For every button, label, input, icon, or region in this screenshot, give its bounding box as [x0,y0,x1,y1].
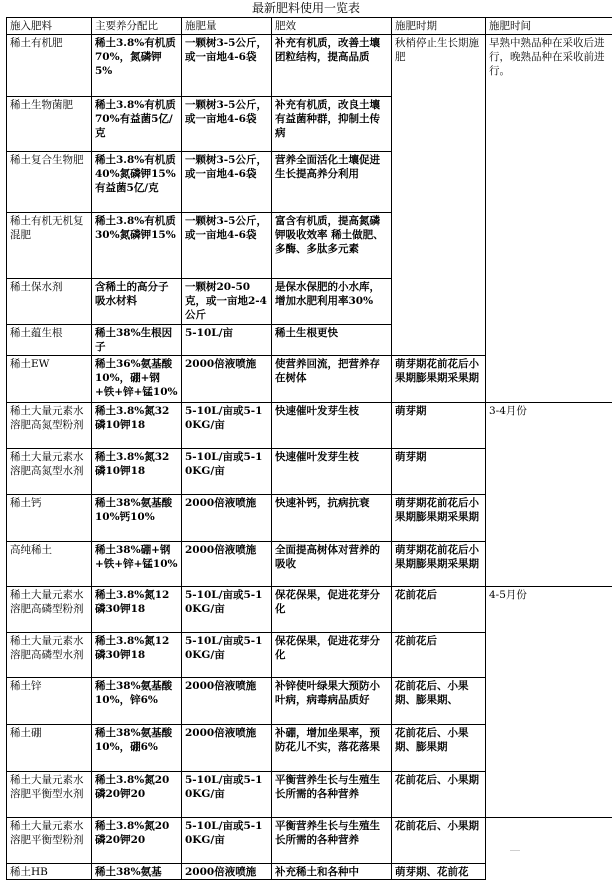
cell-fertilizer: 稀土大量元素水溶肥高氮型粉剂 [7,403,92,449]
cell-ratio: 稀土3.8%氮20磷20钾20 [92,818,182,864]
cell-effect: 稀土生根更快 [272,325,392,356]
cell-effect: 快速催叶发芽生枝 [272,449,392,495]
cell-amount: 5-10L/亩或5-10KG/亩 [182,449,272,495]
cell-fertilizer: 稀土大量元素水溶肥平衡型水剂 [7,772,92,818]
table-row [7,864,612,880]
cell-time: 早熟中熟品种在采收后进行，晚熟品种在采收前进行。 [486,35,612,403]
table-header-row [7,18,612,35]
cell-period: 花前花后 [392,633,486,678]
cell-amount: 一颗树3-5公斤，或一亩地4-6袋 [182,97,272,152]
table-row [7,403,612,449]
cell-fertilizer: 稀土大量元素水溶肥平衡型粉剂 [7,818,92,864]
page-title: 最新肥料使用一览表 [0,0,612,17]
cell-effect: 保花保果，促进花芽分化 [272,587,392,633]
cell-amount: 2000倍液喷施 [182,542,272,587]
cell-fertilizer: 稀土硼 [7,725,92,772]
cell-fertilizer: 稀土钙 [7,495,92,542]
cell-ratio: 含稀土的高分子吸水材料 [92,279,182,325]
cell-amount: 2000倍液喷施 [182,356,272,403]
cell-amount: 一颗树20-50克，或一亩地2-4公斤 [182,279,272,325]
cell-amount: 5-10L/亩或5-10KG/亩 [182,587,272,633]
cell-period: 花前花后、小果期、膨果期、 [392,678,486,725]
cell-effect: 补充稀土和各种中 [272,864,392,880]
fertilizer-table [6,17,612,880]
cell-ratio: 稀土38%氨基酸10%，硼6% [92,725,182,772]
cell-fertilizer: 稀土蕴生根 [7,325,92,356]
cell-ratio: 稀土38%氨基 [92,864,182,880]
cell-ratio: 稀土3.8%氮32磷10钾18 [92,449,182,495]
cell-fertilizer: 稀土HB [7,864,92,880]
cell-period: 萌芽期花前花后小果期膨果期采果期 [392,356,486,403]
cell-fertilizer: 稀土生物菌肥 [7,97,92,152]
cell-ratio: 稀土38%硼+钢+铁+锌+锰10% [92,542,182,587]
cell-effect: 补充有机质，改善土壤团粒结构，提高品质 [272,35,392,97]
cell-effect: 快速补钙，抗病抗衰 [272,495,392,542]
cell-effect: 平衡营养生长与生殖生长所需的各种营养 [272,818,392,864]
cell-ratio: 稀土3.8%有机质30%氮磷钾15% [92,213,182,279]
cell-period: 萌芽期花前花后小果期膨果期采果期 [392,495,486,542]
cell-ratio: 稀土3.8%氮12磷30钾18 [92,587,182,633]
header-effect: 肥效 [272,18,392,35]
cell-period: 花前花后 [392,587,486,633]
cell-fertilizer: 稀土复合生物肥 [7,152,92,213]
cell-time: 4-5月份 [486,587,612,818]
cell-amount: 2000倍液喷施 [182,678,272,725]
cell-effect: 补硼，增加坐果率，预防花儿不实，落花落果 [272,725,392,772]
cell-period: 秋梢停止生长期施肥 [392,35,486,356]
cell-fertilizer: 稀土大量元素水溶肥高磷型水剂 [7,633,92,678]
cell-effect: 平衡营养生长与生殖生长所需的各种营养 [272,772,392,818]
cell-ratio: 稀土3.8%有机质70%有益菌5亿/克 [92,97,182,152]
divider [510,850,520,851]
cell-fertilizer: 高纯稀土 [7,542,92,587]
cell-effect: 富含有机质，提高氮磷钾吸收效率 稀土做肥、多酶、多肽多元素 [272,213,392,279]
cell-ratio: 稀土3.8%有机质40%氮磷钾15%有益菌5亿/克 [92,152,182,213]
cell-effect: 全面提高树体对营养的吸收 [272,542,392,587]
cell-ratio: 稀土3.8%氮32磷10钾18 [92,403,182,449]
cell-effect: 是保水保肥的小水库，增加水肥利用率30% [272,279,392,325]
cell-amount: 一颗树3-5公斤，或一亩地4-6袋 [182,152,272,213]
header-nutrient-ratio: 主要养分配比 [92,18,182,35]
cell-period: 萌芽期花前花后小果期膨果期采果期 [392,542,486,587]
cell-effect: 营养全面活化土壤促进生长提高养分利用 [272,152,392,213]
cell-period: 萌芽期、花前花 [392,864,486,880]
header-period: 施肥时期 [392,18,486,35]
cell-ratio: 稀土3.8%有机质70%，氮磷钾5% [92,35,182,97]
cell-ratio: 稀土38%氨基酸10%钙10% [92,495,182,542]
cell-effect: 保花保果，促进花芽分化 [272,633,392,678]
cell-effect: 使营养回流，把营养存在树体 [272,356,392,403]
header-amount: 施肥量 [182,18,272,35]
cell-amount: 2000倍液喷施 [182,725,272,772]
cell-ratio: 稀土36%氨基酸10%，硼+钢+铁+锌+锰10% [92,356,182,403]
cell-amount: 5-10L/亩 [182,325,272,356]
cell-fertilizer: 稀土EW [7,356,92,403]
cell-fertilizer: 稀土有机无机复混肥 [7,213,92,279]
cell-effect: 补锌使叶绿果大预防小叶病，病毒病品质好 [272,678,392,725]
cell-ratio: 稀土38%氨基酸10%，锌6% [92,678,182,725]
header-time: 施肥时间 [486,18,612,35]
cell-period: 花前花后、小果期、膨果期 [392,725,486,772]
cell-period: 花前花后、小果期 [392,772,486,818]
cell-amount: 5-10L/亩或5-10KG/亩 [182,633,272,678]
cell-amount: 一颗树3-5公斤，或一亩地4-6袋 [182,35,272,97]
cell-period: 萌芽期 [392,403,486,449]
cell-effect: 快速催叶发芽生枝 [272,403,392,449]
cell-fertilizer: 稀土锌 [7,678,92,725]
cell-ratio: 稀土3.8%氮20磷20钾20 [92,772,182,818]
cell-ratio: 稀土3.8%氮12磷30钾18 [92,633,182,678]
cell-amount: 2000倍液喷施 [182,495,272,542]
cell-amount: 2000倍液喷施 [182,864,272,880]
table-row [7,35,612,97]
cell-fertilizer: 稀土保水剂 [7,279,92,325]
cell-period: 萌芽期 [392,449,486,495]
table-row [7,587,612,633]
cell-fertilizer: 稀土大量元素水溶肥高磷型粉剂 [7,587,92,633]
cell-amount: 一颗树3-5公斤，或一亩地4-6袋 [182,213,272,279]
cell-effect: 补充有机质，改良土壤有益菌种群，抑制土传病 [272,97,392,152]
cell-amount: 5-10L/亩或5-10KG/亩 [182,772,272,818]
header-fertilizer: 施入肥料 [7,18,92,35]
cell-period: 花前花后、小果期 [392,818,486,864]
cell-amount: 5-10L/亩或5-10KG/亩 [182,818,272,864]
cell-ratio: 稀土38%生根因子 [92,325,182,356]
cell-time: 3-4月份 [486,403,612,587]
cell-amount: 5-10L/亩或5-10KG/亩 [182,403,272,449]
cell-fertilizer: 稀土有机肥 [7,35,92,97]
cell-fertilizer: 稀土大量元素水溶肥高氮型水剂 [7,449,92,495]
